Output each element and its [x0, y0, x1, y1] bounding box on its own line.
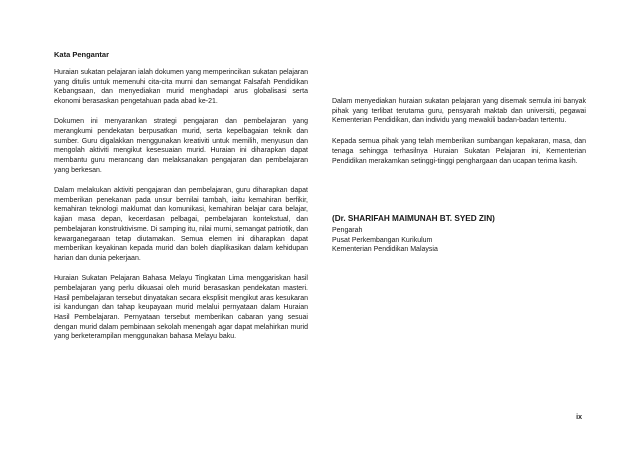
paragraph: Kepada semua pihak yang telah memberikan sumbangan kepakaran, masa, dan tenaga sehingga terhasilnya Huraian Sukatan Pelajaran ini, Kementerian Pendidikan merakamkan setinggi-tinggi penghargaan dan ucapan terima kasih.: [332, 138, 586, 165]
right-column: [332, 97, 586, 177]
paragraph: Huraian sukatan pelajaran ialah dokumen yang memperincikan sukatan pelajaran yang ditulis untuk memenuhi cita-cita murni dan semangat Falsafah Pendidikan Kebangsaan, dan menyediakan murid menghadapi arus globalisasi serta ekonomi berasaskan pengetahuan pada abad ke-21.: [54, 69, 308, 106]
page-heading: Kata Pengantar: [54, 50, 110, 59]
signature-block: [332, 213, 586, 255]
signatory-name: (Dr. SHARIFAH MAIMUNAH BT. SYED ZIN): [332, 214, 495, 223]
left-column: [54, 50, 308, 353]
paragraph: Huraian Sukatan Pelajaran Bahasa Melayu Tingkatan Lima menggariskan hasil pembelajaran yang perlu dikuasai oleh murid berasaskan pendekatan masteri. Hasil pembelajaran tersebut dinyatakan secara eksplisit mengikut aras kesukaran isi kandungan dan tahap keupayaan murid melalui pernyataan dalam Huraian Hasil Pembelajaran. Pernyataan tersebut memberikan cabaran yang sesuai dengan murid dalam pembinaan sekolah menengah agar dapat melahirkan murid yang berketerampilan menggunakan bahasa Melayu baku.: [54, 275, 308, 341]
paragraph: Dalam menyediakan huraian sukatan pelajaran yang disemak semula ini banyak pihak yang terlibat terutama guru, pensyarah maktab dan universiti, pegawai Kementerian Pendidikan, dan individu yang mewakili badan-badan tertentu.: [332, 98, 586, 125]
page-number: ix: [576, 414, 582, 421]
paragraph: Dokumen ini menyarankan strategi pengajaran dan pembelajaran yang merangkumi pendekatan berpusatkan murid, serta kepelbagaian teknik dan sumber. Guru digalakkan menggunakan kreativiti untuk memilih, menyusun dan mengolah aktiviti mengikut kesesuaian murid. Huraian ini diharapkan dapat membantu guru merancang dan melaksanakan pengajaran dan pembelajaran yang berkesan.: [54, 118, 308, 174]
paragraph: Dalam melakukan aktiviti pengajaran dan pembelajaran, guru diharapkan dapat memberikan penekanan pada unsur bernilai tambah, iaitu kemahiran berfikir, kemahiran teknologi maklumat dan komunikasi, kemahiran belajar cara belajar, kajian masa depan, kecerdasan pelbagai, pembelajaran kontekstual, dan pembelajaran konstruktivisme. Di samping itu, nilai murni, semangat patriotik, dan kewarganegaraan tetap diutamakan. Semua elemen ini diharapkan dapat memberikan keyakinan kepada murid dan boleh diaplikasikan dalam kehidupan harian dan dunia pekerjaan.: [54, 187, 308, 262]
signatory-ministry: Kementerian Pendidikan Malaysia: [332, 246, 438, 254]
signatory-title: Pengarah: [332, 227, 363, 234]
signatory-department: Pusat Perkembangan Kurikulum: [332, 236, 433, 244]
